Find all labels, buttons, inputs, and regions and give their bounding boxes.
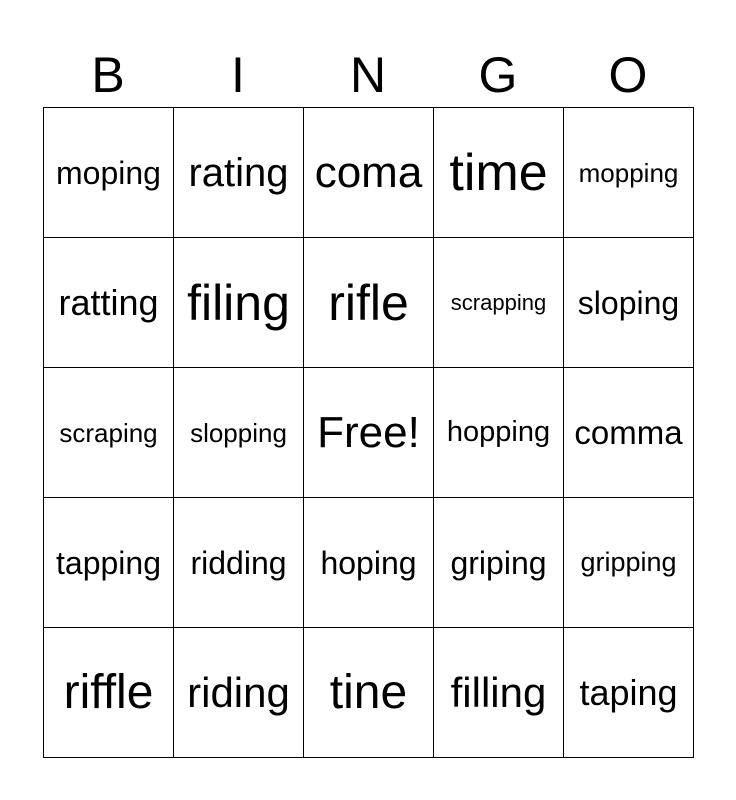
bingo-cell[interactable]: sloping xyxy=(564,238,694,368)
bingo-cell[interactable]: riffle xyxy=(44,628,174,758)
header-letter-n: N xyxy=(349,47,387,103)
bingo-cell[interactable]: ridding xyxy=(174,498,304,628)
bingo-cell[interactable]: comma xyxy=(564,368,694,498)
bingo-cell[interactable]: slopping xyxy=(174,368,304,498)
bingo-cell[interactable]: mopping xyxy=(564,108,694,238)
header-letter-i: I xyxy=(231,47,245,103)
header-letter-g: G xyxy=(478,47,518,103)
bingo-cell[interactable]: rifle xyxy=(304,238,434,368)
bingo-cell[interactable]: scraping xyxy=(44,368,174,498)
bingo-cell[interactable]: riding xyxy=(174,628,304,758)
bingo-board xyxy=(43,107,694,758)
bingo-cell[interactable]: tapping xyxy=(44,498,174,628)
bingo-cell[interactable]: scrapping xyxy=(434,238,564,368)
bingo-cell free-space[interactable]: Free! xyxy=(304,368,434,498)
bingo-cell[interactable]: rating xyxy=(174,108,304,238)
header-letter-b: B xyxy=(91,47,125,103)
bingo-cell[interactable]: coma xyxy=(304,108,434,238)
bingo-header xyxy=(43,44,693,106)
bingo-cell[interactable]: ratting xyxy=(44,238,174,368)
header-letter-o: O xyxy=(608,47,648,103)
bingo-cell[interactable]: taping xyxy=(564,628,694,758)
bingo-cell[interactable]: time xyxy=(434,108,564,238)
bingo-cell[interactable]: hoping xyxy=(304,498,434,628)
bingo-cell[interactable]: filing xyxy=(174,238,304,368)
bingo-cell[interactable]: hopping xyxy=(434,368,564,498)
bingo-cell[interactable]: tine xyxy=(304,628,434,758)
bingo-cell[interactable]: filling xyxy=(434,628,564,758)
bingo-cell[interactable]: gripping xyxy=(564,498,694,628)
bingo-cell[interactable]: griping xyxy=(434,498,564,628)
bingo-cell[interactable]: moping xyxy=(44,108,174,238)
